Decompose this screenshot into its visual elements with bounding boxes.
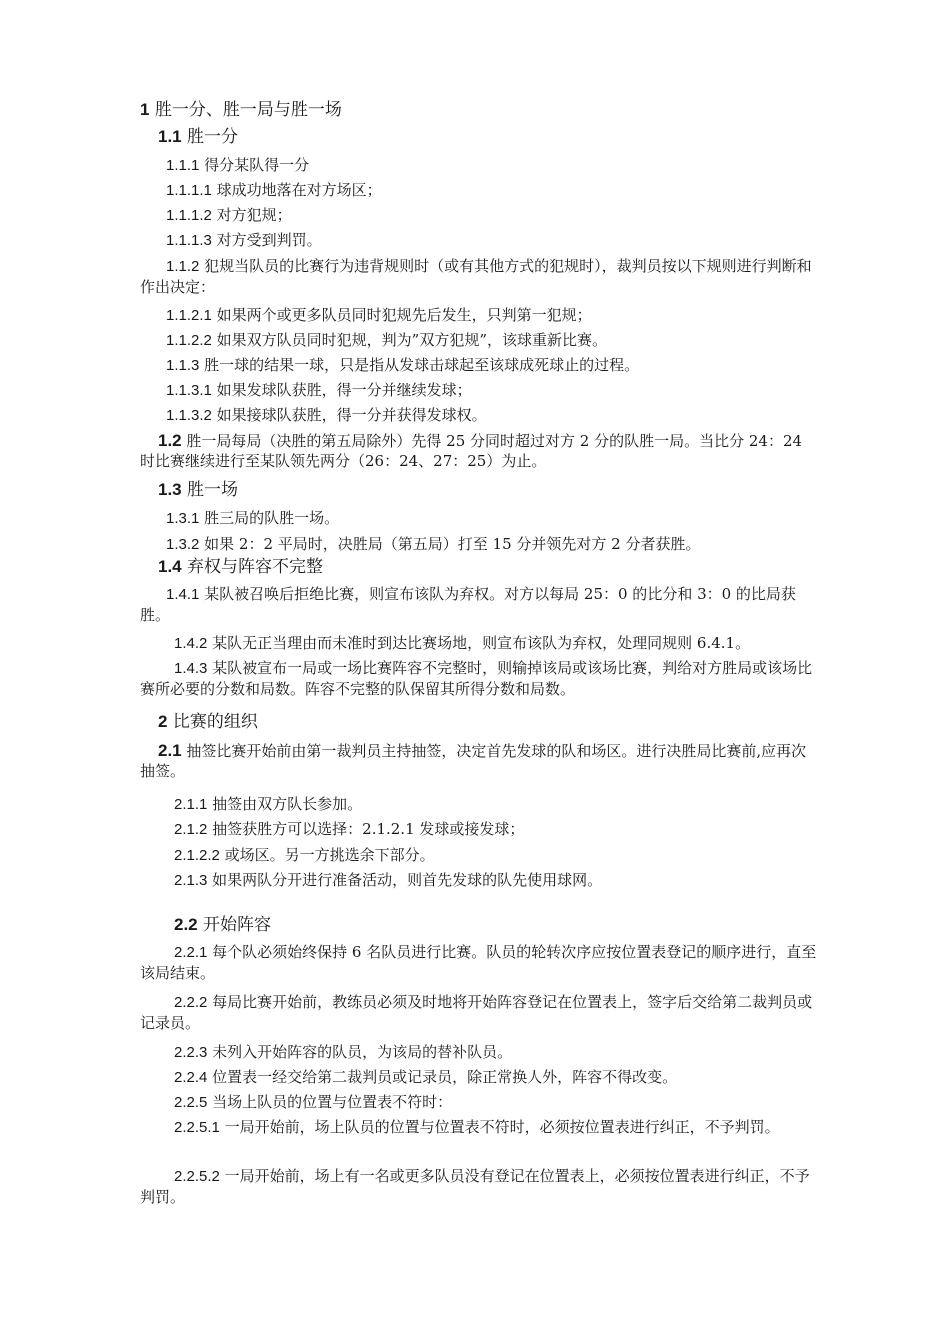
paragraph-2-1-3: 2.1.3 如果两队分开进行准备活动，则首先发球的队先使用球网。 [174,871,603,889]
subsection-heading-1-4: 1.4 弃权与阵容不完整 [158,557,324,577]
paragraph-1-4-3: 1.4.3 某队被宣布一局或一场比赛阵容不完整时，则输掉该局或该场比赛，判给对方胜局或该场比赛所必要的分数和局数。阵容不完整的队保留其所得分数和局数。 [140,659,813,698]
paragraph-2-1-2: 2.1.2 抽签获胜方可以选择：2.1.2.1 发球或接发球； [174,820,525,838]
paragraph-2-2-4: 2.2.4 位置表一经交给第二裁判员或记录员，除正常换人外，阵容不得改变。 [174,1068,678,1086]
paragraph-1-3-1: 1.3.1 胜三局的队胜一场。 [166,509,340,527]
paragraph-2-2-5-1: 2.2.5.1 一局开始前，场上队员的位置与位置表不符时，必须按位置表进行纠正，不予判罚。 [174,1118,780,1136]
paragraph-2-2-5: 2.2.5 当场上队员的位置与位置表不符时： [174,1093,453,1111]
paragraph-1-4-1: 1.4.1 某队被召唤后拒绝比赛，则宣布该队为弃权。对方以每局 25：0 的比分和 3：0 的比局获胜。 [140,585,796,624]
paragraph-1-4-2: 1.4.2 某队无正当理由而未准时到达比赛场地，则宣布该队为弃权，处理同规则 6.4.1。 [174,634,751,652]
paragraph-1-1-3-2: 1.1.3.2 如果接球队获胜，得一分并获得发球权。 [166,406,487,424]
paragraph-1-1-1-2: 1.1.1.2 对方犯规； [166,206,292,224]
paragraph-2-2-2: 2.2.2 每局比赛开始前，教练员必须及时地将开始阵容登记在位置表上，签字后交给第二裁判员或记录员。 [140,993,813,1032]
paragraph-2-1: 2.1 抽签比赛开始前由第一裁判员主持抽签，决定首先发球的队和场区。进行决胜局比赛前,应再次抽签。 [140,741,807,780]
paragraph-2-1-2-2: 2.1.2.2 或场区。另一方挑选余下部分。 [174,846,435,864]
paragraph-2-2-1: 2.2.1 每个队必须始终保持 6 名队员进行比赛。队员的轮转次序应按位置表登记的顺序进行，直至该局结束。 [140,943,817,982]
paragraph-1-1-3-1: 1.1.3.1 如果发球队获胜，得一分并继续发球； [166,381,472,399]
paragraph-1-2: 1.2 胜一局每局（决胜的第五局除外）先得 25 分同时超过对方 2 分的队胜一局。当比分 24：24 时比赛继续进行至某队领先两分（26：24、27：25）为止。 [140,431,803,470]
section-heading-2: 2 比赛的组织 [158,712,258,732]
paragraph-1-1-2: 1.1.2 犯规当队员的比赛行为违背规则时（或有其他方式的犯规时），裁判员按以下规则进行判断和作出决定： [140,257,812,296]
paragraph-1-1-2-1: 1.1.2.1 如果两个或更多队员同时犯规先后发生，只判第一犯规； [166,306,592,324]
paragraph-2-2-5-2: 2.2.5.2 一局开始前，场上有一名或更多队员没有登记在位置表上，必须按位置表进行纠正，不予判罚。 [140,1167,810,1206]
paragraph-2-2-3: 2.2.3 未列入开始阵容的队员，为该局的替补队员。 [174,1043,513,1061]
paragraph-1-1-1-3: 1.1.1.3 对方受到判罚。 [166,231,322,249]
paragraph-1-1-2-2: 1.1.2.2 如果双方队员同时犯规，判为”双方犯规”，该球重新比赛。 [166,331,607,349]
paragraph-1-1-1-1: 1.1.1.1 球成功地落在对方场区； [166,181,382,199]
paragraph-1-1-3: 1.1.3 胜一球的结果一球，只是指从发球击球起至该球成死球止的过程。 [166,356,640,374]
section-heading-1: 1 胜一分、胜一局与胜一场 [140,100,342,120]
subsection-heading-1-1: 1.1 胜一分 [158,127,239,147]
paragraph-2-1-1: 2.1.1 抽签由双方队长参加。 [174,795,363,813]
subsection-heading-2-2: 2.2 开始阵容 [174,915,272,935]
paragraph-1-3-2: 1.3.2 如果 2：2 平局时，决胜局（第五局）打至 15 分并领先对方 2 分者获胜。 [166,535,701,553]
subsection-heading-1-3: 1.3 胜一场 [158,480,239,500]
paragraph-1-1-1: 1.1.1 得分某队得一分 [166,156,310,174]
